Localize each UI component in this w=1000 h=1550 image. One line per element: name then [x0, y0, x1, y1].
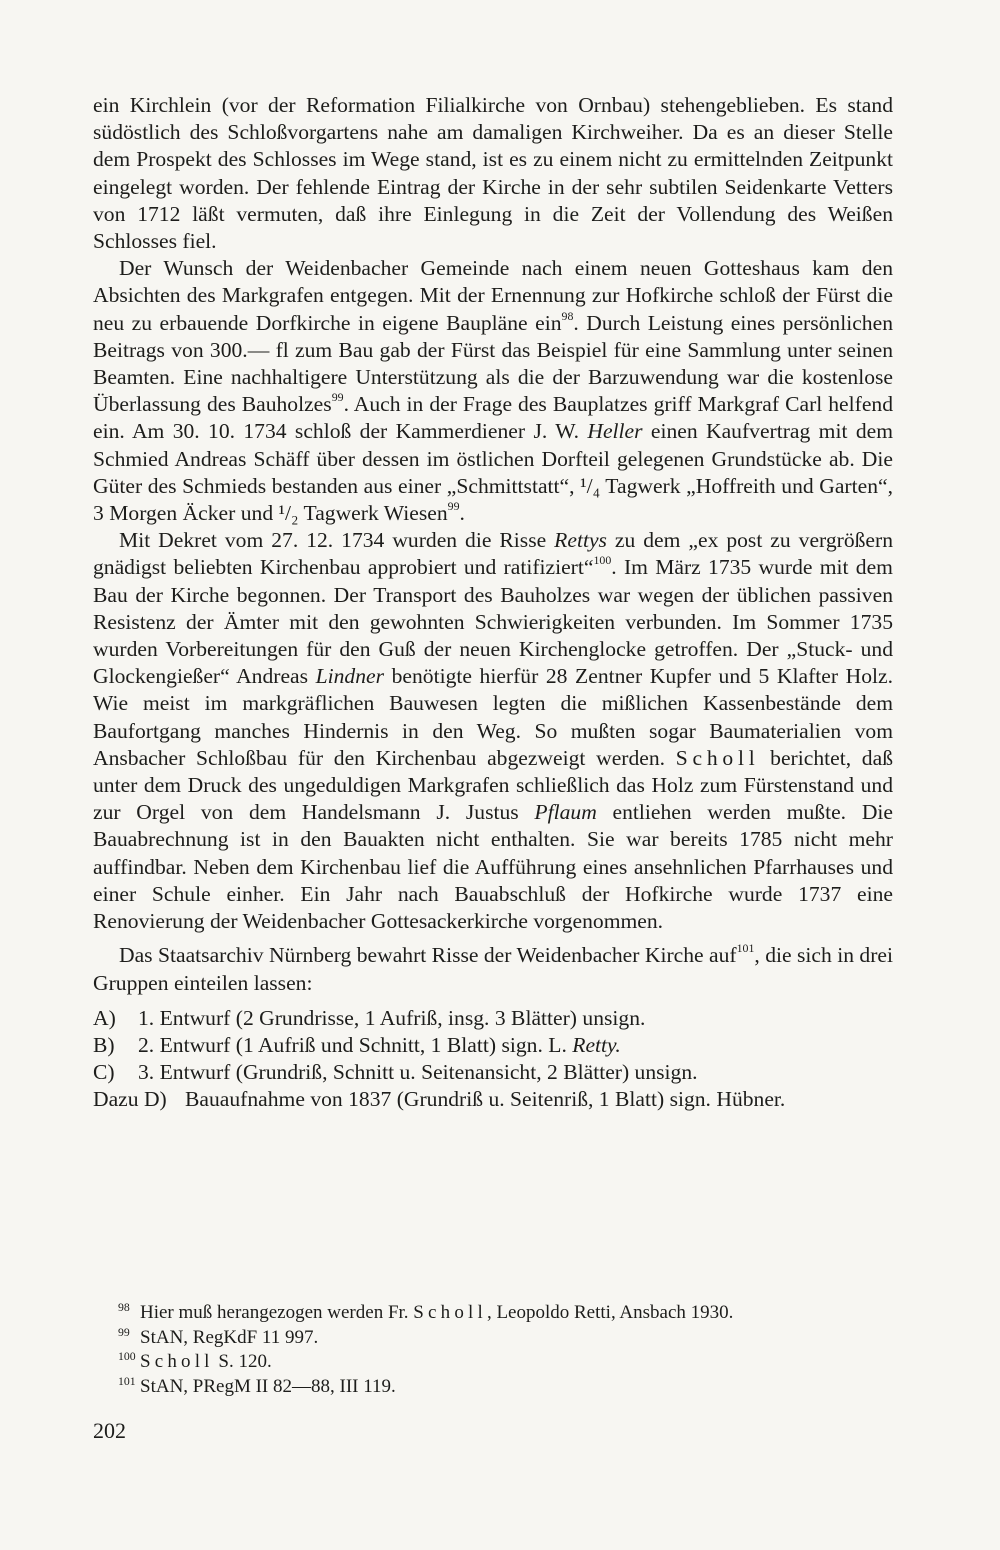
- body-text: [93, 92, 893, 1114]
- name-heller: Heller: [587, 419, 643, 444]
- paragraph-2-text-e: .: [459, 501, 465, 526]
- paragraph-4: [93, 942, 893, 996]
- list-label-a: A): [93, 1005, 116, 1030]
- paragraph-4-text-a: Das Staatsarchiv Nürnberg bewahrt Risse der Weidenbacher Kirche auf: [119, 943, 737, 968]
- footnote-ref-99-second: 99: [447, 499, 460, 514]
- paragraph-3-text-e: berichtet, daß unter dem Druck des ungeduldigen Markgrafen schließlich das Holz zum Fürstenstand und zur Orgel von dem Handelsmann J. Justus: [93, 745, 893, 825]
- list-text-d: Bauaufnahme von 1837 (Grundriß u. Seitenriß, 1 Blatt) sign. Hübner.: [185, 1087, 786, 1112]
- paragraph-1-text: ein Kirchlein (vor der Reformation Filialkirche von Ornbau) stehengeblieben. Es stand südöstlich des Schloßvorgartens nahe am damaligen Kirchweiher. Da es an dieser Stelle dem Prospekt des Schlosses im Wege stand, ist es zu einem nicht zu ermittelnden Zeitpunkt eingelegt worden. Der fehlende Eintrag der Kirche in der sehr subtilen Seidenkarte Vetters von 1712 läßt vermuten, daß ihre Einlegung in die Zeit der Vollendung des Weißen Schlosses fiel.: [93, 93, 893, 254]
- list-label-d: Dazu D): [93, 1087, 167, 1112]
- list-text-b-main: 2. Entwurf (1 Aufriß und Schnitt, 1 Blatt) sign. L.: [138, 1032, 573, 1057]
- footnote-ref-98: 98: [561, 308, 574, 323]
- footnote-number: 98: [118, 1301, 130, 1314]
- footnote-number: 99: [118, 1325, 130, 1339]
- name-rettys: Rettys: [554, 528, 607, 553]
- footnotes: [118, 1301, 898, 1399]
- paragraph-4-text-b: , die sich in drei Gruppen einteilen lassen:: [93, 943, 893, 995]
- paragraph-2-text-a: Der Wunsch der Weidenbacher Gemeinde nach einem neuen Gotteshaus kam den Absichten des Markgrafen entgegen. Mit der Ernennung zur Hofkirche schloß der Fürst die neu zu erbauende Dorfkirche in eigene Baupläne ein: [93, 256, 893, 335]
- design-list: [93, 1005, 893, 1114]
- paragraph-3-text-f: entliehen werden mußte. Die Bauabrechnung ist in den Bauakten nicht enthalten. Sie war bereits 1785 nicht mehr auffindbar. Neben dem Kirchenbau lief die Aufführung eines ansehnlichen Pfarrhauses und einer Schule einher. Ein Jahr nach Bauabschluß der Hofkirche wurde 1737 eine Renovierung der Weidenbacher Gottesackerkirche vorgenommen.: [93, 800, 893, 934]
- name-lindner: Lindner: [315, 664, 385, 689]
- footnote-text: StAN, RegKdF 11 997.: [140, 1326, 319, 1348]
- footnote-100-text: S. 120.: [213, 1351, 272, 1372]
- list-label-b: B): [93, 1032, 115, 1057]
- footnote-number: 101: [118, 1374, 136, 1388]
- footnote-text: [140, 1301, 733, 1326]
- paragraph-2: [93, 255, 893, 527]
- paragraph-3-text-b: zu dem „ex post zu vergrößern gnädigst beliebten Kirchenbau approbiert und ratifiziert“: [93, 528, 893, 580]
- footnote-number: 100: [118, 1350, 136, 1363]
- footnote-98-name: Scholl: [413, 1302, 487, 1323]
- list-text-b: [138, 1032, 893, 1059]
- footnote-99: [118, 1326, 898, 1351]
- list-text-c: 3. Entwurf (Grundriß, Schnitt u. Seitenansicht, 2 Blätter) unsign.: [138, 1060, 698, 1085]
- paragraph-3-text-a: Mit Dekret vom 27. 12. 1734 wurden die Risse: [119, 528, 555, 553]
- footnote-100: [118, 1350, 898, 1375]
- footnote-text: [140, 1350, 272, 1375]
- footnote-ref-100: 100: [593, 553, 612, 568]
- name-retty: Retty.: [572, 1032, 621, 1057]
- footnote-101: [118, 1375, 898, 1400]
- name-scholl: Scholl: [675, 745, 760, 770]
- footnote-text: StAN, PRegM II 82—88, III 119.: [140, 1375, 396, 1397]
- paragraph-2-text-b: . Durch Leistung eines persönlichen Beitrags von 300.— fl zum Bau gab der Fürst das Beispiel für eine Sammlung unter seinen Beamten. Eine nachhaltigere Unterstützung als die der Barzuwendung war die kostenlose Überlassung des Bauholzes: [93, 310, 893, 417]
- footnote-ref-101: 101: [736, 941, 755, 956]
- paragraph-2-text-c: . Auch in der Frage des Bauplatzes griff Markgraf Carl helfend ein. Am 30. 10. 1734 schloß der Kammerdiener J. W.: [93, 392, 893, 444]
- paragraph-1: [93, 92, 893, 255]
- footnote-ref-99: 99: [331, 390, 344, 405]
- list-item-c: [93, 1059, 893, 1086]
- page-number: 202: [93, 1418, 126, 1443]
- list-text-a: 1. Entwurf (2 Grundrisse, 1 Aufriß, insg. 3 Blätter) unsign.: [138, 1005, 646, 1030]
- paragraph-3-text-d: benötigte hierfür 28 Zentner Kupfer und 5 Klafter Holz. Wie meist im markgräflichen Bauwesen legten die mißlichen Kassenbestände dem Baufortgang manches Hindernis in den Weg. So mußten sogar Baumaterialien vom Ansbacher Schloßbau für den Kirchenbau abgezweigt werden.: [93, 664, 893, 770]
- footnote-98-text-b: , Leopoldo Retti, Ansbach 1930.: [486, 1302, 734, 1323]
- name-pflaum: Pflaum: [534, 800, 597, 825]
- list-item-a: [93, 1005, 893, 1032]
- list-item-d: [93, 1086, 893, 1113]
- footnote-98: [118, 1301, 898, 1326]
- paragraph-3: [93, 527, 893, 935]
- paragraph-2-text-d: einen Kaufvertrag mit dem Schmied Andreas Schäff über dessen im östlichen Dorfteil gelegenen Grundstücke ab. Die Güter des Schmieds bestanden aus einer „Schmittstatt“, ¹/₄ Tagwerk „Hoffreith und Garten“, 3 Morgen Äcker und ¹/₂ Tagwerk Wiesen: [93, 419, 893, 526]
- list-label-c: C): [93, 1060, 115, 1085]
- footnote-98-text-a: Hier muß herangezogen werden Fr.: [140, 1302, 414, 1323]
- list-item-b: [93, 1032, 893, 1059]
- footnote-100-name: Scholl: [140, 1351, 214, 1372]
- paragraph-3-text-c: . Im März 1735 wurde mit dem Bau der Kirche begonnen. Der Transport des Bauholzes war wegen der üblichen passiven Resistenz der Ämter mit den gewohnten Schwierigkeiten verbunden. Im Sommer 1735 wurden Vorbereitungen für den Guß der neuen Kirchenglocke getroffen. Der „Stuck- und Glockengießer“ Andreas: [93, 555, 893, 689]
